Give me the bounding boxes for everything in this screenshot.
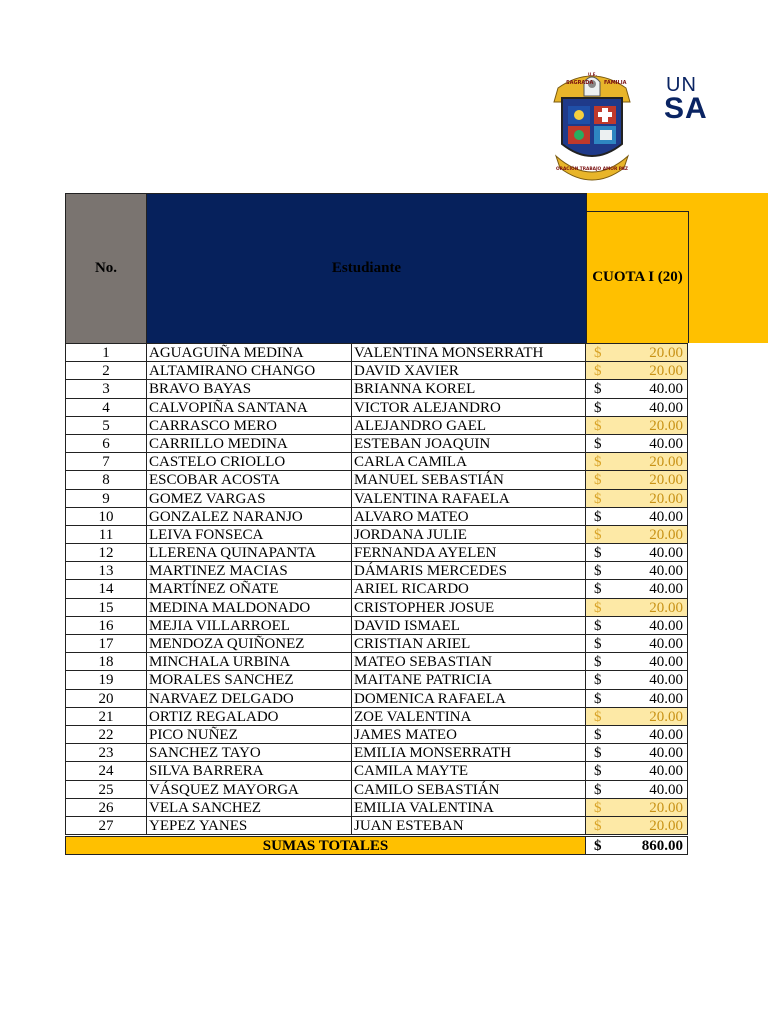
fee-amount: 40.00 [649, 435, 683, 452]
table-row [65, 490, 688, 508]
fee-amount-cell [586, 708, 688, 726]
totals-label: SUMAS TOTALES [65, 836, 586, 855]
row-number: 22 [65, 726, 147, 744]
fee-amount-cell [586, 817, 688, 835]
currency-symbol: $ [594, 345, 602, 361]
row-number: 11 [65, 526, 147, 544]
row-number: 23 [65, 744, 147, 762]
table-row [65, 671, 688, 689]
row-number: 13 [65, 562, 147, 580]
student-surname: PICO NUÑEZ [147, 726, 352, 744]
table-row [65, 544, 688, 562]
header-yellow-band [688, 193, 768, 343]
fee-amount-cell [586, 653, 688, 671]
seal-text-ue: U.E. [588, 72, 598, 77]
table-row [65, 453, 688, 471]
currency-symbol: $ [594, 599, 602, 616]
fee-amount: 40.00 [649, 763, 683, 780]
fee-amount: 40.00 [649, 381, 683, 398]
fee-amount-cell [586, 744, 688, 762]
table-row [65, 399, 688, 417]
row-number: 12 [65, 544, 147, 562]
student-surname: CASTELO CRIOLLO [147, 453, 352, 471]
row-number: 25 [65, 781, 147, 799]
fee-amount-cell [586, 599, 688, 617]
row-number: 27 [65, 817, 147, 835]
table-row [65, 362, 688, 380]
currency-symbol: $ [594, 745, 602, 762]
student-surname: MARTINEZ MACIAS [147, 562, 352, 580]
fee-amount-cell [586, 726, 688, 744]
student-name: FERNANDA AYELEN [352, 544, 586, 562]
currency-symbol: $ [594, 526, 602, 543]
table-row [65, 690, 688, 708]
table-row [65, 344, 688, 362]
fee-amount: 20.00 [649, 472, 683, 489]
fee-amount: 40.00 [649, 399, 683, 416]
student-name: CRISTIAN ARIEL [352, 635, 586, 653]
student-name: ARIEL RICARDO [352, 580, 586, 598]
header-student-label: Estudiante [331, 260, 402, 276]
header-student [147, 193, 586, 344]
currency-symbol: $ [594, 726, 602, 743]
totals-currency: $ [594, 838, 602, 854]
row-number: 6 [65, 435, 147, 453]
table-row [65, 617, 688, 635]
row-number: 2 [65, 362, 147, 380]
fee-amount: 40.00 [649, 781, 683, 798]
currency-symbol: $ [594, 763, 602, 780]
fee-amount: 40.00 [649, 636, 683, 652]
fee-amount: 20.00 [649, 599, 683, 616]
fee-amount: 40.00 [649, 690, 683, 707]
student-name: EMILIA MONSERRATH [352, 744, 586, 762]
totals-row [65, 836, 688, 855]
student-name: BRIANNA KOREL [352, 380, 586, 398]
fee-amount-cell [586, 435, 688, 453]
fee-amount-cell [586, 580, 688, 598]
table-row [65, 435, 688, 453]
table-row [65, 762, 688, 780]
row-number: 10 [65, 508, 147, 526]
row-number: 18 [65, 653, 147, 671]
student-surname: ESCOBAR ACOSTA [147, 471, 352, 489]
currency-symbol: $ [594, 817, 602, 834]
fee-amount: 40.00 [649, 508, 683, 525]
student-name: DAVID ISMAEL [352, 617, 586, 635]
fee-amount-cell [586, 344, 688, 362]
table-row [65, 580, 688, 598]
seal-text-top: SAGRADA [566, 80, 594, 86]
student-name: JORDANA JULIE [352, 526, 586, 544]
student-name: VICTOR ALEJANDRO [352, 399, 586, 417]
student-name: JAMES MATEO [352, 726, 586, 744]
table-row [65, 635, 688, 653]
student-surname: SANCHEZ TAYO [147, 744, 352, 762]
currency-symbol: $ [594, 563, 602, 580]
row-number: 21 [65, 708, 147, 726]
row-number: 26 [65, 799, 147, 817]
student-surname: SILVA BARRERA [147, 762, 352, 780]
student-surname: MENDOZA QUIÑONEZ [147, 635, 352, 653]
seal-text-motto: ORACIÓN TRABAJO AMOR PAZ [556, 167, 628, 172]
fee-amount-cell [586, 508, 688, 526]
currency-symbol: $ [594, 654, 602, 671]
fee-amount-cell [586, 562, 688, 580]
fee-amount: 20.00 [649, 799, 683, 816]
fee-amount-cell [586, 453, 688, 471]
row-number: 5 [65, 417, 147, 435]
currency-symbol: $ [594, 508, 602, 525]
currency-symbol: $ [594, 490, 602, 507]
student-name: JUAN ESTEBAN [352, 817, 586, 835]
fee-amount-cell [586, 380, 688, 398]
student-name: VALENTINA RAFAELA [352, 490, 586, 508]
currency-symbol: $ [594, 472, 602, 489]
student-surname: AGUAGUIÑA MEDINA [147, 344, 352, 362]
student-surname: MINCHALA URBINA [147, 653, 352, 671]
currency-symbol: $ [594, 399, 602, 416]
student-surname: MORALES SANCHEZ [147, 671, 352, 689]
table-row [65, 417, 688, 435]
row-number: 1 [65, 344, 147, 362]
row-number: 3 [65, 380, 147, 398]
student-name: ALVARO MATEO [352, 508, 586, 526]
student-name: MANUEL SEBASTIÁN [352, 471, 586, 489]
school-seal-logo [544, 68, 640, 184]
fee-amount-cell [586, 690, 688, 708]
student-name: DAVID XAVIER [352, 362, 586, 380]
student-surname: ORTIZ REGALADO [147, 708, 352, 726]
student-surname: VÁSQUEZ MAYORGA [147, 781, 352, 799]
student-name: MAITANE PATRICIA [352, 671, 586, 689]
table-row [65, 781, 688, 799]
row-number: 14 [65, 580, 147, 598]
header-fee-label: CUOTA I (20) [592, 269, 683, 285]
student-surname: GONZALEZ NARANJO [147, 508, 352, 526]
institution-name-line1: UN [666, 74, 697, 96]
table-row [65, 744, 688, 762]
student-surname: CARRILLO MEDINA [147, 435, 352, 453]
fee-amount-cell [586, 671, 688, 689]
table-row [65, 599, 688, 617]
student-surname: CALVOPIÑA SANTANA [147, 399, 352, 417]
student-name: ESTEBAN JOAQUIN [352, 435, 586, 453]
fee-amount-cell [586, 417, 688, 435]
fee-amount-cell [586, 362, 688, 380]
fee-amount-cell [586, 399, 688, 417]
student-surname: MEDINA MALDONADO [147, 599, 352, 617]
seal-text-right: FAMILIA [604, 80, 627, 86]
row-number: 7 [65, 453, 147, 471]
student-surname: BRAVO BAYAS [147, 380, 352, 398]
row-number: 20 [65, 690, 147, 708]
fee-amount: 20.00 [649, 526, 683, 543]
currency-symbol: $ [594, 672, 602, 689]
currency-symbol: $ [594, 581, 602, 598]
institution-name-line2: SA [664, 92, 708, 124]
fee-amount: 20.00 [649, 417, 683, 434]
table-row [65, 471, 688, 489]
fee-amount-cell [586, 781, 688, 799]
fee-amount-cell [586, 635, 688, 653]
student-name: MATEO SEBASTIAN [352, 653, 586, 671]
currency-symbol: $ [594, 690, 602, 707]
fee-amount: 20.00 [649, 454, 683, 471]
student-table [65, 344, 688, 835]
student-surname: MARTÍNEZ OÑATE [147, 580, 352, 598]
student-surname: YEPEZ YANES [147, 817, 352, 835]
student-surname: ALTAMIRANO CHANGO [147, 362, 352, 380]
fee-amount: 40.00 [649, 726, 683, 743]
table-row [65, 817, 688, 835]
currency-symbol: $ [594, 545, 602, 562]
student-name: CAMILO SEBASTIÁN [352, 781, 586, 799]
student-name: CAMILA MAYTE [352, 762, 586, 780]
table-row [65, 799, 688, 817]
fee-amount-cell [586, 544, 688, 562]
row-number: 16 [65, 617, 147, 635]
row-number: 9 [65, 490, 147, 508]
student-name: VALENTINA MONSERRATH [352, 344, 586, 362]
student-name: CRISTOPHER JOSUE [352, 599, 586, 617]
fee-amount: 40.00 [649, 654, 683, 671]
fee-amount-cell [586, 799, 688, 817]
student-surname: LLERENA QUINAPANTA [147, 544, 352, 562]
header-fee [586, 193, 688, 344]
currency-symbol: $ [594, 435, 602, 452]
student-surname: VELA SANCHEZ [147, 799, 352, 817]
fee-amount: 40.00 [649, 672, 683, 689]
row-number: 15 [65, 599, 147, 617]
student-name: CARLA CAMILA [352, 453, 586, 471]
table-row [65, 708, 688, 726]
fee-amount-cell [586, 762, 688, 780]
currency-symbol: $ [594, 381, 602, 398]
currency-symbol: $ [594, 454, 602, 471]
row-number: 24 [65, 762, 147, 780]
institution-name [664, 74, 768, 124]
fee-amount: 20.00 [649, 490, 683, 507]
table-row [65, 653, 688, 671]
fee-amount: 20.00 [649, 345, 683, 361]
student-name: ALEJANDRO GAEL [352, 417, 586, 435]
student-surname: NARVAEZ DELGADO [147, 690, 352, 708]
currency-symbol: $ [594, 636, 602, 652]
row-number: 19 [65, 671, 147, 689]
header-no-label: No. [94, 260, 118, 276]
totals-amount: 860.00 [641, 838, 683, 854]
fee-amount-cell [586, 490, 688, 508]
table-row [65, 526, 688, 544]
student-surname: CARRASCO MERO [147, 417, 352, 435]
table-row [65, 726, 688, 744]
fee-amount: 20.00 [649, 708, 683, 725]
fee-amount: 40.00 [649, 617, 683, 634]
fee-amount-cell [586, 471, 688, 489]
fee-amount-cell [586, 617, 688, 635]
fee-amount: 40.00 [649, 545, 683, 562]
fee-amount: 40.00 [649, 581, 683, 598]
currency-symbol: $ [594, 781, 602, 798]
student-name: DOMENICA RAFAELA [352, 690, 586, 708]
row-number: 4 [65, 399, 147, 417]
student-name: ZOE VALENTINA [352, 708, 586, 726]
header-no [65, 193, 147, 344]
currency-symbol: $ [594, 363, 602, 380]
row-number: 17 [65, 635, 147, 653]
fee-amount: 40.00 [649, 563, 683, 580]
student-surname: GOMEZ VARGAS [147, 490, 352, 508]
currency-symbol: $ [594, 799, 602, 816]
student-name: EMILIA VALENTINA [352, 799, 586, 817]
fee-amount: 20.00 [649, 363, 683, 380]
table-row [65, 562, 688, 580]
currency-symbol: $ [594, 617, 602, 634]
totals-amount-cell [586, 836, 688, 855]
student-surname: LEIVA FONSECA [147, 526, 352, 544]
student-name: DÁMARIS MERCEDES [352, 562, 586, 580]
row-number: 8 [65, 471, 147, 489]
student-surname: MEJIA VILLARROEL [147, 617, 352, 635]
table-row [65, 508, 688, 526]
fee-amount: 40.00 [649, 745, 683, 762]
currency-symbol: $ [594, 708, 602, 725]
fee-amount-cell [586, 526, 688, 544]
currency-symbol: $ [594, 417, 602, 434]
table-row [65, 380, 688, 398]
fee-amount: 20.00 [649, 817, 683, 834]
